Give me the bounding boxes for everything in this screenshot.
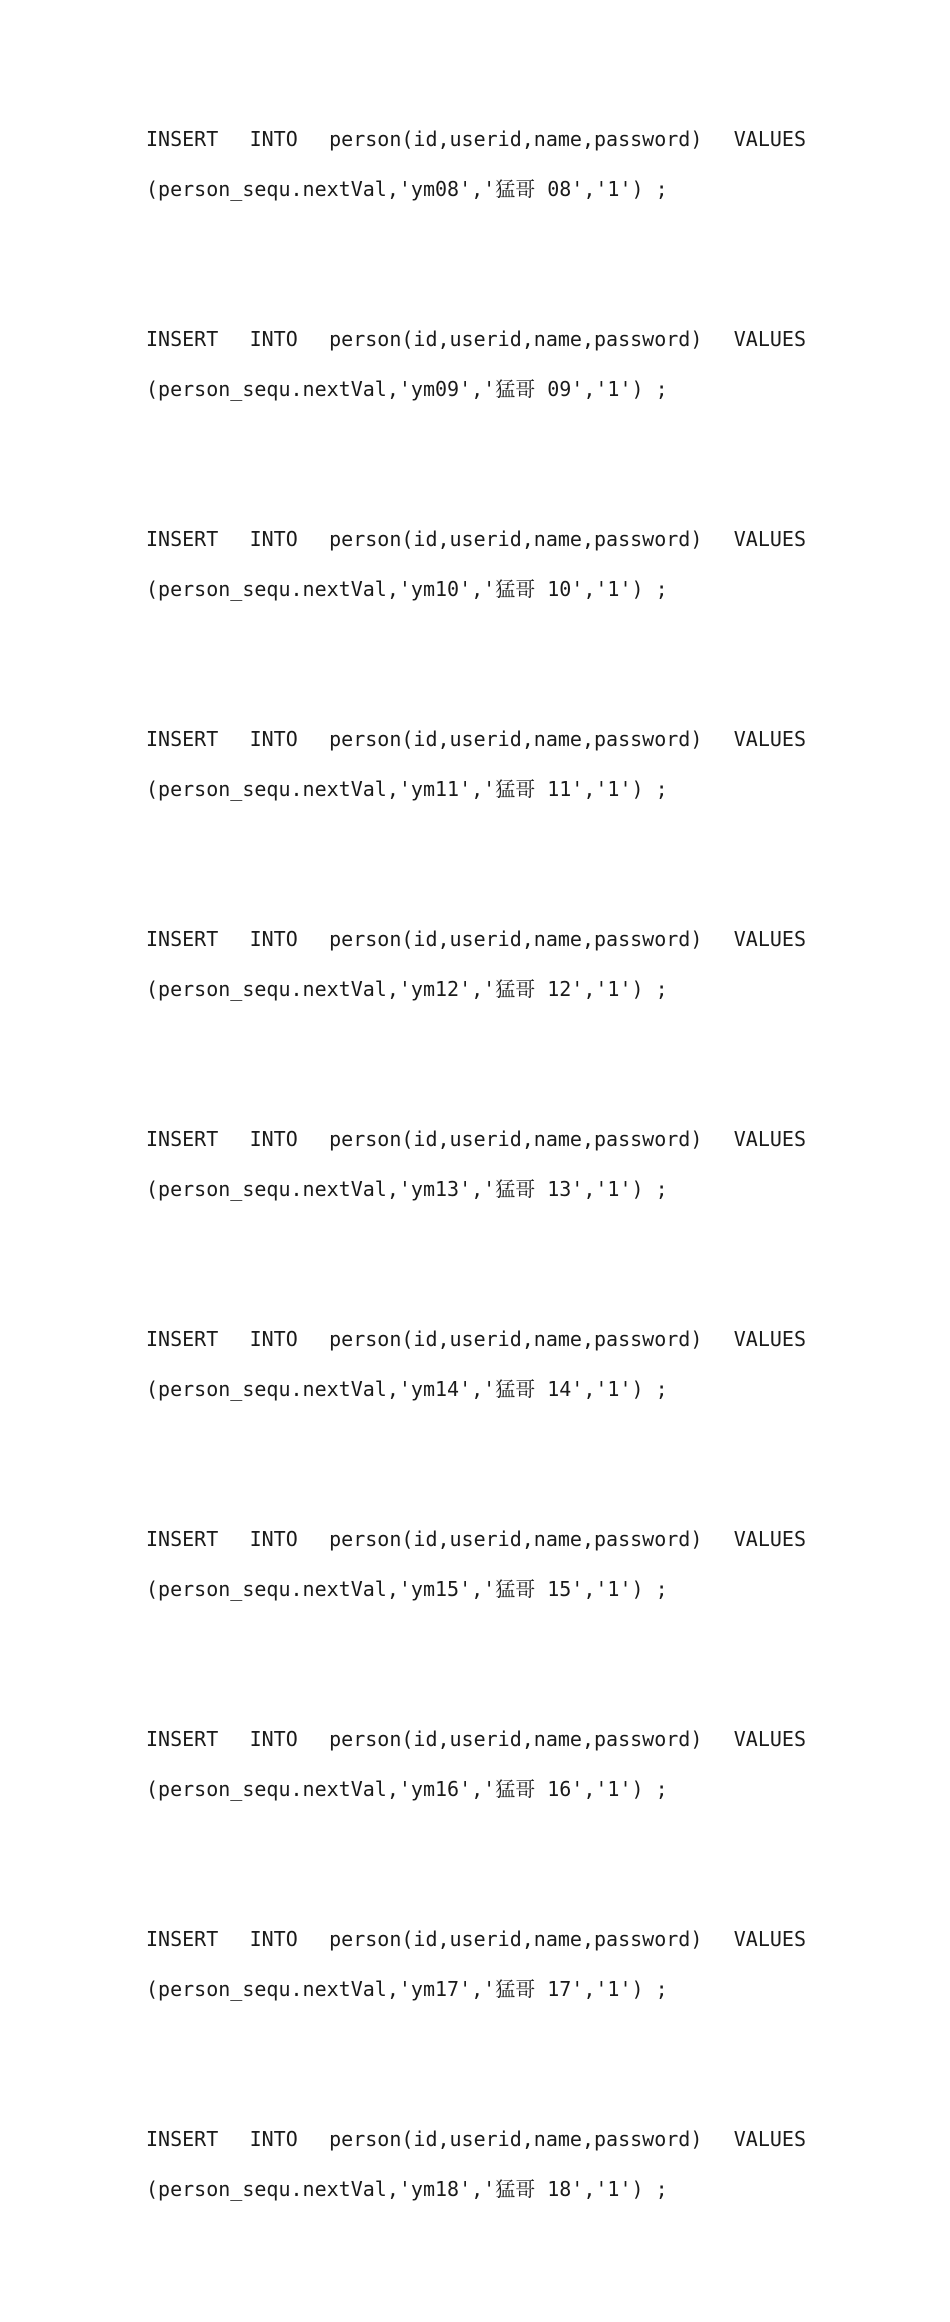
sql-statement bbox=[146, 922, 806, 1122]
values-keyword: VALUES bbox=[733, 1927, 806, 1951]
values-keyword: VALUES bbox=[733, 127, 806, 151]
insert-keyword: INSERT bbox=[146, 1927, 219, 1951]
table-columns: person(id,userid,name,password) bbox=[329, 1127, 703, 1151]
table-columns: person(id,userid,name,password) bbox=[329, 2127, 703, 2151]
statement-values-line: (person_sequ.nextVal,'ym10','猛哥 10','1') ; bbox=[146, 577, 668, 601]
statement-header-line bbox=[146, 1922, 806, 1972]
table-columns: person(id,userid,name,password) bbox=[329, 1327, 703, 1351]
statement-header-line bbox=[146, 722, 806, 772]
table-columns: person(id,userid,name,password) bbox=[329, 727, 703, 751]
values-keyword: VALUES bbox=[733, 727, 806, 751]
insert-keyword: INSERT bbox=[146, 527, 219, 551]
into-keyword: INTO bbox=[249, 727, 298, 751]
table-columns: person(id,userid,name,password) bbox=[329, 127, 703, 151]
insert-keyword: INSERT bbox=[146, 327, 219, 351]
statement-values-line: (person_sequ.nextVal,'ym18','猛哥 18','1') ; bbox=[146, 2177, 668, 2201]
statement-header-line bbox=[146, 1322, 806, 1372]
statement-header-line bbox=[146, 322, 806, 372]
values-keyword: VALUES bbox=[733, 1727, 806, 1751]
table-columns: person(id,userid,name,password) bbox=[329, 527, 703, 551]
insert-keyword: INSERT bbox=[146, 1127, 219, 1151]
sql-statement bbox=[146, 2122, 806, 2322]
sql-statement bbox=[146, 1522, 806, 1722]
statement-header-line bbox=[146, 1122, 806, 1172]
sql-statement bbox=[146, 1322, 806, 1522]
statement-values-line: (person_sequ.nextVal,'ym09','猛哥 09','1') ; bbox=[146, 377, 668, 401]
statement-values-line: (person_sequ.nextVal,'ym16','猛哥 16','1') ; bbox=[146, 1777, 668, 1801]
into-keyword: INTO bbox=[249, 1727, 298, 1751]
insert-keyword: INSERT bbox=[146, 1527, 219, 1551]
values-keyword: VALUES bbox=[733, 1327, 806, 1351]
insert-keyword: INSERT bbox=[146, 927, 219, 951]
insert-keyword: INSERT bbox=[146, 127, 219, 151]
statement-values-line: (person_sequ.nextVal,'ym15','猛哥 15','1') ; bbox=[146, 1577, 668, 1601]
statement-header-line bbox=[146, 522, 806, 572]
table-columns: person(id,userid,name,password) bbox=[329, 1727, 703, 1751]
sql-statement bbox=[146, 722, 806, 922]
statement-header-line bbox=[146, 1722, 806, 1772]
into-keyword: INTO bbox=[249, 1327, 298, 1351]
values-keyword: VALUES bbox=[733, 527, 806, 551]
statement-values-line: (person_sequ.nextVal,'ym14','猛哥 14','1') ; bbox=[146, 1377, 668, 1401]
sql-statement bbox=[146, 122, 806, 322]
insert-keyword: INSERT bbox=[146, 1327, 219, 1351]
statement-values-line: (person_sequ.nextVal,'ym13','猛哥 13','1') ; bbox=[146, 1177, 668, 1201]
table-columns: person(id,userid,name,password) bbox=[329, 1527, 703, 1551]
table-columns: person(id,userid,name,password) bbox=[329, 1927, 703, 1951]
into-keyword: INTO bbox=[249, 1527, 298, 1551]
insert-keyword: INSERT bbox=[146, 1727, 219, 1751]
statement-header-line bbox=[146, 1522, 806, 1572]
statement-header-line bbox=[146, 122, 806, 172]
values-keyword: VALUES bbox=[733, 1527, 806, 1551]
statement-values-line: (person_sequ.nextVal,'ym11','猛哥 11','1') ; bbox=[146, 777, 668, 801]
values-keyword: VALUES bbox=[733, 327, 806, 351]
insert-keyword: INSERT bbox=[146, 727, 219, 751]
statement-header-line bbox=[146, 2122, 806, 2172]
values-keyword: VALUES bbox=[733, 2127, 806, 2151]
into-keyword: INTO bbox=[249, 327, 298, 351]
values-keyword: VALUES bbox=[733, 927, 806, 951]
into-keyword: INTO bbox=[249, 127, 298, 151]
sql-statement bbox=[146, 1722, 806, 1922]
sql-statement bbox=[146, 1922, 806, 2122]
sql-statement-list bbox=[146, 122, 806, 2322]
into-keyword: INTO bbox=[249, 527, 298, 551]
sql-statement bbox=[146, 1122, 806, 1322]
sql-statement bbox=[146, 522, 806, 722]
statement-header-line bbox=[146, 922, 806, 972]
table-columns: person(id,userid,name,password) bbox=[329, 927, 703, 951]
statement-values-line: (person_sequ.nextVal,'ym12','猛哥 12','1') ; bbox=[146, 977, 668, 1001]
into-keyword: INTO bbox=[249, 2127, 298, 2151]
sql-statement bbox=[146, 322, 806, 522]
insert-keyword: INSERT bbox=[146, 2127, 219, 2151]
values-keyword: VALUES bbox=[733, 1127, 806, 1151]
table-columns: person(id,userid,name,password) bbox=[329, 327, 703, 351]
into-keyword: INTO bbox=[249, 927, 298, 951]
statement-values-line: (person_sequ.nextVal,'ym17','猛哥 17','1') ; bbox=[146, 1977, 668, 2001]
statement-values-line: (person_sequ.nextVal,'ym08','猛哥 08','1') ; bbox=[146, 177, 668, 201]
into-keyword: INTO bbox=[249, 1927, 298, 1951]
into-keyword: INTO bbox=[249, 1127, 298, 1151]
